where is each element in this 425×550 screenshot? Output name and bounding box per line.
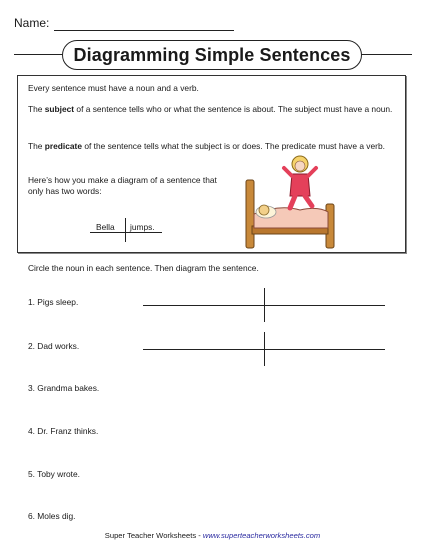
- example-predicate: jumps.: [130, 222, 155, 232]
- exercise-item-1: 1. Pigs sleep.: [28, 297, 79, 307]
- name-label: Name:: [14, 16, 50, 30]
- exercise-item-3: 3. Grandma bakes.: [28, 383, 100, 393]
- text-span: of the sentence tells what the subject is or does. The predicate must have a verb.: [82, 141, 385, 151]
- title-rule-right: [360, 54, 412, 55]
- example-diagram-divider: [125, 218, 126, 242]
- text-span: The: [28, 141, 45, 151]
- example-diagram-baseline: [90, 232, 162, 233]
- text-span: of a sentence tells who or what the sentence is about. The subject must have a noun.: [74, 104, 393, 114]
- exercise-item-5: 5. Toby wrote.: [28, 469, 80, 479]
- exercise-item-6: 6. Moles dig.: [28, 511, 76, 521]
- exercise-item-4: 4. Dr. Franz thinks.: [28, 426, 99, 436]
- example-subject: Bella: [96, 222, 115, 232]
- girl-jumping-on-bed-illustration: [240, 152, 340, 250]
- instructions: Circle the noun in each sentence. Then diagram the sentence.: [28, 263, 259, 273]
- info-paragraph-subject: [28, 104, 396, 115]
- diagram-divider-2[interactable]: [264, 332, 265, 366]
- footer: [0, 531, 425, 540]
- text-span: The: [28, 104, 45, 114]
- footer-link[interactable]: www.superteacherworksheets.com: [202, 531, 321, 540]
- title-rule-left: [14, 54, 66, 55]
- page-title: Diagramming Simple Sentences: [62, 40, 362, 70]
- info-paragraph-1: Every sentence must have a noun and a verb.: [28, 83, 199, 93]
- info-paragraph-example: Here’s how you make a diagram of a sentence that only has two words:: [28, 175, 217, 196]
- name-line[interactable]: [54, 30, 234, 31]
- info-paragraph-predicate: [28, 141, 396, 152]
- diagram-divider-1[interactable]: [264, 288, 265, 322]
- exercise-item-2: 2. Dad works.: [28, 341, 80, 351]
- info-box: [17, 75, 406, 253]
- predicate-term: predicate: [44, 141, 83, 151]
- footer-text: Super Teacher Worksheets -: [104, 531, 203, 540]
- subject-term: subject: [44, 104, 75, 114]
